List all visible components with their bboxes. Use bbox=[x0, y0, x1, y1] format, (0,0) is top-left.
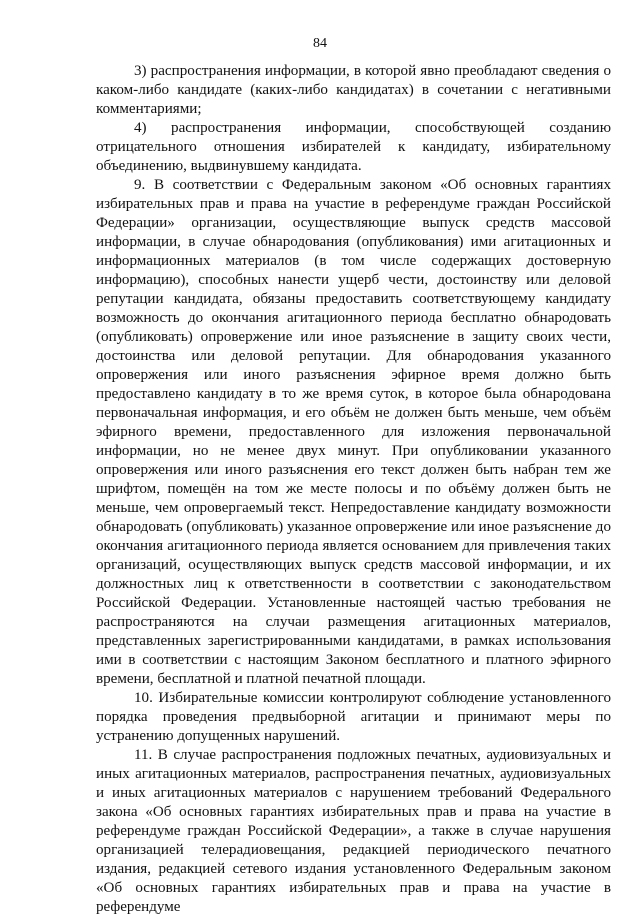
paragraph-item-3: 3) распространения информации, в которой явно преобладают сведения о каком-либо кандидате (каких-либо кандидатах) в сочетании с негативными комментариями; bbox=[96, 63, 611, 117]
page-number: 84 bbox=[313, 36, 327, 51]
document-body bbox=[96, 62, 611, 917]
paragraph-section-11: 11. В случае распространения подложных печатных, аудиовизуальных и иных агитационных материалов, распространения печатных, аудиовизуальных и иных агитационных материалов с нарушением требований Федерального закона «Об основных гарантиях избирательных прав и права на участие в референдуме граждан Российской Федерации», а также в случае нарушения организацией телерадиовещания, редакцией периодического печатного издания, редакцией сетевого издания установленного Федеральным законом «Об основных гарантиях избирательных прав и права на участие в референдуме bbox=[96, 747, 611, 915]
paragraph-item-4: 4) распространения информации, способствующей созданию отрицательного отношения избирателей к кандидату, избирательному объединению, выдвинувшему кандидата. bbox=[96, 120, 611, 174]
paragraph-section-10: 10. Избирательные комиссии контролируют соблюдение установленного порядка проведения предвыборной агитации и принимают меры по устранению допущенных нарушений. bbox=[96, 690, 611, 744]
paragraph-section-9: 9. В соответствии с Федеральным законом «Об основных гарантиях избирательных прав и права на участие в референдуме граждан Российской Федерации» организации, осуществляющие выпуск средств массовой информации, в случае обнародования (опубликования) ими агитационных и информационных материалов (в том числе содержащих достоверную информацию), способных нанести ущерб чести, достоинству или деловой репутации кандидата, обязаны предоставить соответствующему кандидату возможность до окончания агитационного периода бесплатно обнародовать (опубликовать) опровержение или иное разъяснение в защиту своих чести, достоинства или деловой репутации. Для обнародования указанного опровержения или иного разъяснения эфирное время должно быть предоставлено кандидату в то же время суток, в которое была обнародована первоначальная информация, и его объём не должен быть меньше, чем объём эфирного времени, предоставленного для изложения первоначальной информации, но не менее двух минут. При опубликовании указанного опровержения или иного разъяснения его текст должен быть набран тем же шрифтом, помещён на том же месте полосы и по объёму должен быть не меньше, чем опровергаемый текст. Непредоставление кандидату возможности обнародовать (опубликовать) указанное опровержение или иное разъяснение до окончания агитационного периода является основанием для привлечения таких организаций, осуществляющих выпуск средств массовой информации, и их должностных лиц к ответственности в соответствии с законодательством Российской Федерации. Установленные настоящей частью требования не распространяются на случаи размещения агитационных материалов, представленных зарегистрированными кандидатами, в рамках использования ими в соответствии с настоящим Законом бесплатного и платного эфирного времени, бесплатной и платной печатной площади. bbox=[96, 177, 611, 687]
